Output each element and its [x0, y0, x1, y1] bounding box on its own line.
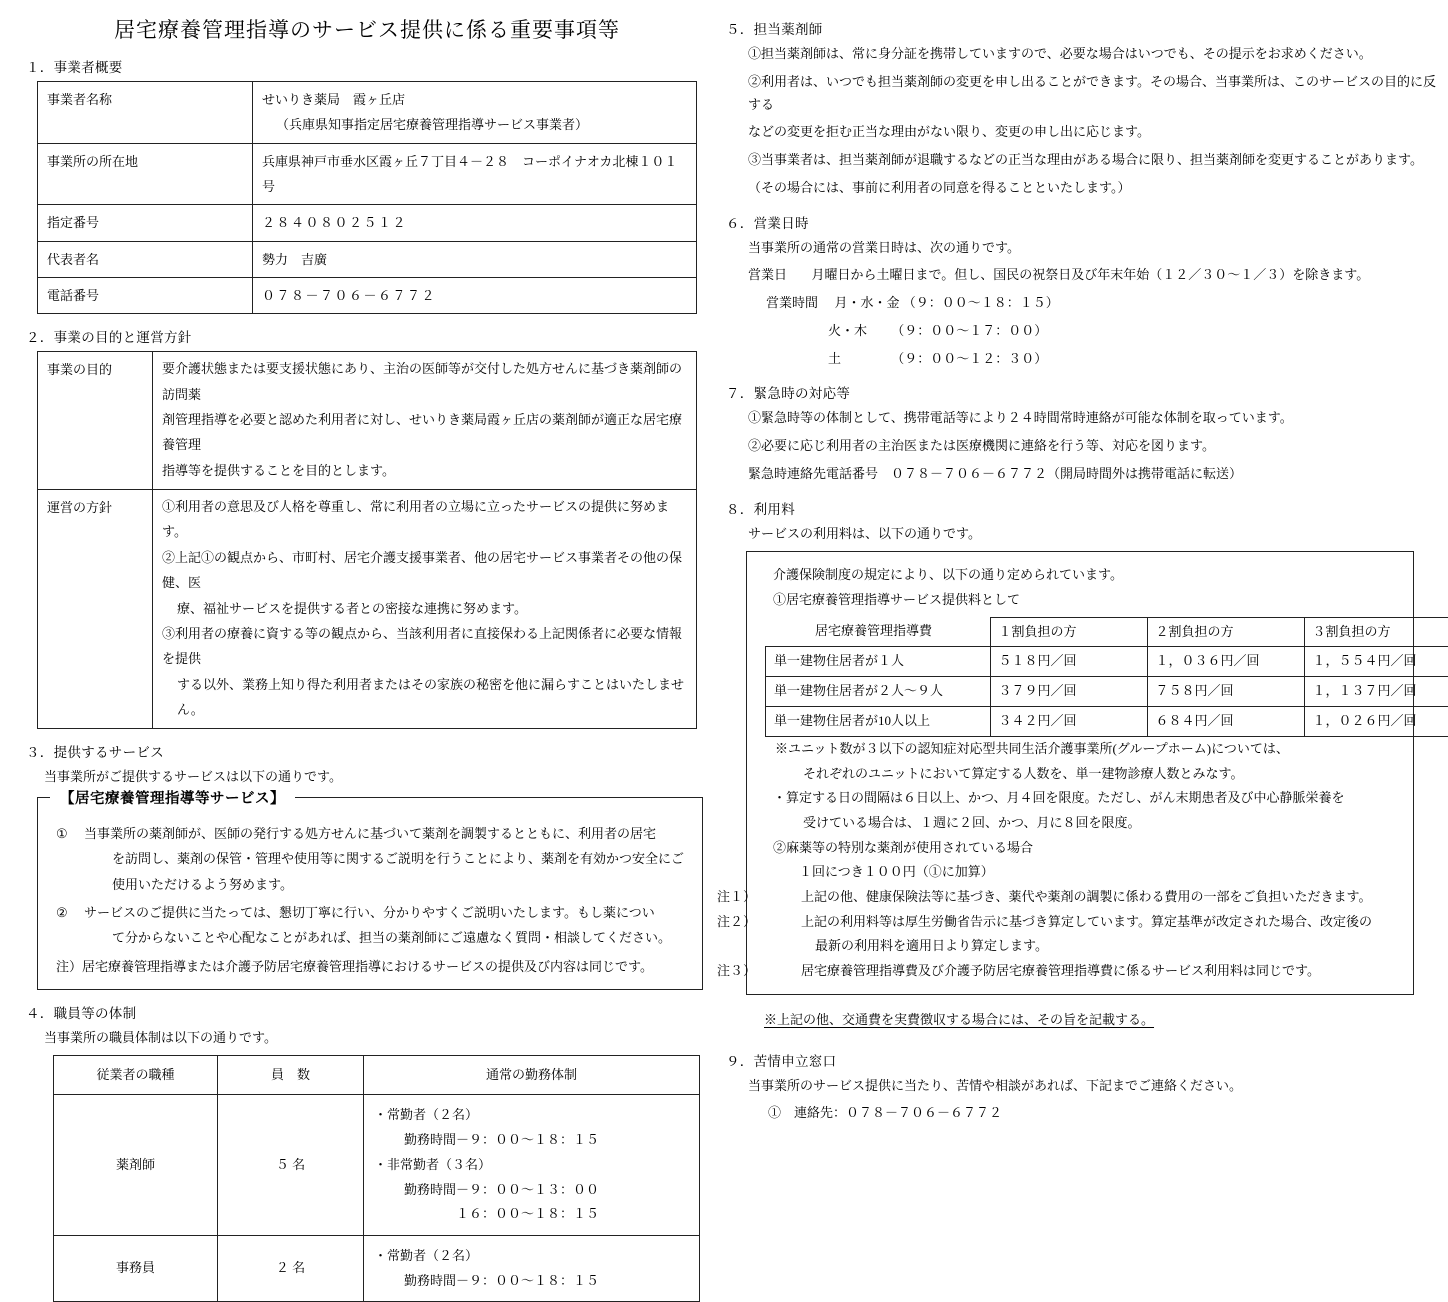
schedule-line: 勤務時間－９：００～１３：００: [374, 1178, 689, 1203]
value-line: せいりき薬局 霞ヶ丘店: [262, 87, 687, 112]
section-4-heading: ４．職員等の体制: [0, 1002, 716, 1022]
row-label: 代表者名: [38, 241, 253, 277]
row-value: 勢力 吉廣: [253, 241, 697, 277]
policy-text: [153, 490, 697, 729]
purpose-policy-table: [37, 351, 697, 729]
section-5-item: ①担当薬剤師は、常に身分証を携帯していますので、必要な場合はいつでも、その提示をお求めください。: [716, 43, 1448, 66]
section-7-heading: ７．緊急時の対応等: [716, 382, 1448, 402]
column-header-rate-2: ２割負担の方: [1147, 617, 1304, 647]
purpose-text: [153, 352, 697, 490]
row-value: ２８４０８０２５１２: [253, 205, 697, 241]
complaint-contact: ① 連絡先：０７８－７０６－６７７２: [716, 1102, 1448, 1125]
business-hours-row: [716, 292, 1448, 315]
fee-lead: 介護保険制度の規定により、以下の通り定められています。: [759, 563, 1401, 588]
schedule-line: 勤務時間－９：００～１８：１５: [374, 1269, 689, 1294]
row-label: 事業者名称: [38, 82, 253, 144]
business-hours-row: [716, 348, 1448, 371]
section-6-heading: ６．営業日時: [716, 212, 1448, 232]
fee-value: ７５８円／回: [1147, 677, 1304, 707]
table-header-row: [54, 1055, 700, 1095]
value-line: （兵庫県知事指定居宅療養管理指導サービス事業者）: [262, 112, 687, 137]
table-row: [38, 205, 697, 241]
page-title: 居宅療養管理指導のサービス提供に係る重要事項等: [0, 14, 716, 44]
fee-note: ※ユニット数が３以下の認知症対応型共同生活介護事業所(グループホーム)については、: [759, 737, 1401, 762]
table-row: [38, 241, 697, 277]
business-day-label: 営業日: [748, 267, 787, 282]
fee-note: それぞれのユニットにおいて算定する人数を、単一建物診療人数とみなす。: [759, 762, 1401, 787]
table-row: [38, 490, 697, 729]
section-7-item: ②必要に応じ利用者の主治医または医療機関に連絡を行う等、対応を図ります。: [716, 435, 1448, 458]
fee-value: ３４２円／回: [990, 707, 1147, 737]
column-header-schedule: 通常の勤務体制: [364, 1055, 700, 1095]
transport-fee-note-text: ※上記の他、交通費を実費徴収する場合には、その旨を記載する。: [764, 1012, 1154, 1027]
fee-chu-text: 居宅療養管理指導費及び介護予防居宅療養管理指導費に係るサービス利用料は同じです。: [801, 963, 1320, 978]
section-5-item: ③当事業者は、担当薬剤師が退職するなどの正当な理由がある場合に限り、担当薬剤師を変更することがあります。: [716, 149, 1448, 172]
fee-item1-label: ①居宅療養管理指導サービス提供料として: [759, 588, 1401, 613]
business-hours-row: [716, 320, 1448, 343]
service-item-text: て分からないことや心配なことがあれば、担当の薬剤師にご遠慮なく質問・相談してください。: [84, 925, 690, 950]
fee-chu-note: [759, 910, 1401, 935]
service-item: [56, 821, 690, 897]
fee-chu-label: 注２）: [759, 910, 801, 935]
service-box: [37, 797, 703, 990]
fee-value: １，５５４円／回: [1304, 647, 1448, 677]
business-hours-days: 土: [828, 348, 888, 371]
fee-note: １回につき１００円（①に加算）: [759, 860, 1401, 885]
business-day-row: [716, 264, 1448, 287]
row-value: 兵庫県神戸市垂水区霞ヶ丘７丁目４－２８ コーポイナオカ北棟１０１号: [253, 143, 697, 205]
section-6-intro: 当事業所の通常の営業日時は、次の通りです。: [716, 237, 1448, 260]
policy-item: ③利用者の療養に資する等の観点から、当該利用者に直接保わる上記関係者に必要な情報を提供: [162, 621, 687, 672]
schedule-line: ・常勤者（２名）: [374, 1103, 689, 1128]
section-8-intro: サービスの利用料は、以下の通りです。: [716, 523, 1448, 546]
emergency-contact: 緊急時連絡先電話番号 ０７８－７０６－６７７２（開局時間外は携帯電話に転送）: [716, 463, 1448, 486]
table-header-row: [766, 617, 1448, 647]
section-3-heading: ３．提供するサービス: [0, 741, 716, 761]
column-header-count: 員 数: [218, 1055, 364, 1095]
left-column: [0, 0, 716, 1063]
business-hours-days: 火・木: [828, 320, 888, 343]
policy-item-cont: する以外、業務上知り得た利用者またはその家族の秘密を他に漏らすことはいたしません。: [162, 672, 687, 723]
schedule-line: ・非常勤者（３名）: [374, 1153, 689, 1178]
row-value: [253, 82, 697, 144]
fee-category: 単一建物住居者が２人～９人: [766, 677, 991, 707]
section-2-heading: ２．事業の目的と運営方針: [0, 326, 716, 346]
staff-count: ５ 名: [218, 1095, 364, 1235]
business-hours-time: （９：００～１７：００）: [891, 323, 1047, 338]
row-label: 指定番号: [38, 205, 253, 241]
fee-note: ・算定する日の間隔は６日以上、かつ、月４回を限度。ただし、がん末期患者及び中心静脈栄養を: [759, 786, 1401, 811]
service-item-number: ①: [56, 821, 84, 846]
staff-schedule: [364, 1235, 700, 1301]
policy-item: ②上記①の観点から、市町村、居宅介護支援事業者、他の居宅サービス事業者その他の保健、医: [162, 545, 687, 596]
table-row: [766, 677, 1448, 707]
column-header-rate-1: １割負担の方: [990, 617, 1147, 647]
business-hours-days: 月・水・金: [835, 295, 900, 310]
staff-count: ２ 名: [218, 1235, 364, 1301]
section-9-intro: 当事業所のサービス提供に当たり、苦情や相談があれば、下記までご連絡ください。: [716, 1075, 1448, 1098]
text-line: 要介護状態または要支援状態にあり、主治の医師等が交付した処方せんに基づき薬剤師の訪問薬: [162, 356, 687, 407]
service-note-number: 注）: [56, 954, 82, 979]
policy-item: ①利用者の意思及び人格を尊重し、常に利用者の立場に立ったサービスの提供に努めます。: [162, 494, 687, 545]
fee-note: 受けている場合は、１週に２回、かつ、月に８回を限度。: [759, 811, 1401, 836]
staff-table: [53, 1055, 700, 1302]
fee-value: １，０２６円／回: [1304, 707, 1448, 737]
fee-chu-label: 注３）: [759, 959, 801, 984]
service-item-text: 使用いただけるよう努めます。: [84, 872, 690, 897]
service-item-text: を訪問し、薬剤の保管・管理や使用等に関するご説明を行うことにより、薬剤を有効かつ安全にご: [84, 846, 690, 871]
section-9-heading: ９．苦情申立窓口: [716, 1050, 1448, 1070]
fee-box: [746, 551, 1414, 994]
staff-job: 事務員: [54, 1235, 218, 1301]
column-header-rate-3: ３割負担の方: [1304, 617, 1448, 647]
column-header-job: 従業者の職種: [54, 1055, 218, 1095]
schedule-line: １６：００～１８：１５: [374, 1202, 689, 1227]
fee-note: ②麻薬等の特別な薬剤が使用されている場合: [759, 836, 1401, 861]
schedule-line: ・常勤者（２名）: [374, 1244, 689, 1269]
table-row: [54, 1095, 700, 1235]
fee-value: ５１８円／回: [990, 647, 1147, 677]
right-column: [716, 0, 1448, 1063]
service-box-title: [50, 787, 690, 808]
fee-category: 単一建物住居者が10人以上: [766, 707, 991, 737]
service-note-text: 居宅療養管理指導または介護予防居宅療養管理指導におけるサービスの提供及び内容は同じです。: [82, 959, 653, 974]
fee-value: ６８４円／回: [1147, 707, 1304, 737]
policy-item-cont: 療、福祉サービスを提供する者との密接な連携に努めます。: [162, 596, 687, 621]
staff-job: 薬剤師: [54, 1095, 218, 1235]
fee-chu-text: 上記の他、健康保険法等に基づき、薬代や薬剤の調製に係わる費用の一部をご負担いただきます。: [801, 889, 1371, 904]
section-7-item: ①緊急時等の体制として、携帯電話等により２４時間常時連絡が可能な体制を取っています。: [716, 407, 1448, 430]
business-day-value: 月曜日から土曜日まで。但し、国民の祝祭日及び年末年始（１２／３０～１／３）を除きます。: [812, 267, 1370, 282]
fee-table-corner-label: 居宅療養管理指導費: [766, 617, 991, 647]
row-label: 運営の方針: [38, 490, 153, 729]
fee-chu-note-cont: 最新の利用料を適用日より算定します。: [759, 934, 1401, 959]
fee-chu-label: 注１）: [759, 885, 801, 910]
fee-table: [765, 617, 1448, 737]
business-overview-table: [37, 81, 697, 314]
table-row: [38, 143, 697, 205]
service-item-number: ②: [56, 900, 84, 925]
row-label: 事業の目的: [38, 352, 153, 490]
business-hours-time: （９：００～１２：３０）: [891, 351, 1047, 366]
business-hours-label: 営業時間: [766, 295, 818, 310]
section-3-intro: 当事業所がご提供するサービスは以下の通りです。: [0, 766, 716, 789]
fee-value: １，０３６円／回: [1147, 647, 1304, 677]
fee-chu-note: [759, 959, 1401, 984]
table-row: [38, 352, 697, 490]
section-5-heading: ５．担当薬剤師: [716, 18, 1448, 38]
text-line: 剤管理指導を必要と認めた利用者に対し、せいりき薬局霞ヶ丘店の薬剤師が適正な居宅療養管理: [162, 407, 687, 458]
staff-schedule: [364, 1095, 700, 1235]
table-row: [54, 1235, 700, 1301]
table-row: [766, 707, 1448, 737]
service-box-title-text: 【居宅療養管理指導等サービス】: [50, 791, 295, 807]
row-label: 事業所の所在地: [38, 143, 253, 205]
fee-chu-text: 上記の利用料等は厚生労働省告示に基づき算定しています。算定基準が改定された場合、改定後の: [801, 914, 1372, 929]
section-5-item-cont: （その場合には、事前に利用者の同意を得ることといたします。）: [716, 177, 1448, 200]
service-item: [56, 900, 690, 951]
table-row: [766, 647, 1448, 677]
service-item-text: 当事業所の薬剤師が、医師の発行する処方せんに基づいて薬剤を調製するとともに、利用者の居宅: [84, 826, 656, 841]
fee-chu-note: [759, 885, 1401, 910]
text-line: 指導等を提供することを目的とします。: [162, 458, 687, 483]
section-4-intro: 当事業所の職員体制は以下の通りです。: [0, 1027, 716, 1050]
service-item-text: サービスのご提供に当たっては、懇切丁寧に行い、分かりやすくご説明いたします。もし薬につい: [84, 905, 655, 920]
business-hours-time: （９：００～１８：１５）: [903, 295, 1059, 310]
schedule-line: 勤務時間－９：００～１８：１５: [374, 1128, 689, 1153]
service-note: [56, 954, 690, 979]
section-5-item-cont: などの変更を拒む正当な理由がない限り、変更の申し出に応じます。: [716, 121, 1448, 144]
fee-category: 単一建物住居者が１人: [766, 647, 991, 677]
row-value: ０７８－７０６－６７７２: [253, 278, 697, 314]
section-8-heading: ８．利用料: [716, 498, 1448, 518]
table-row: [38, 278, 697, 314]
transport-fee-note: [764, 1009, 1448, 1028]
section-1-heading: １．事業者概要: [0, 56, 716, 76]
row-label: 電話番号: [38, 278, 253, 314]
fee-value: ３７９円／回: [990, 677, 1147, 707]
section-5-item: ②利用者は、いつでも担当薬剤師の変更を申し出ることができます。その場合、当事業所は、このサービスの目的に反する: [716, 71, 1448, 117]
table-row: [38, 82, 697, 144]
fee-value: １，１３７円／回: [1304, 677, 1448, 707]
